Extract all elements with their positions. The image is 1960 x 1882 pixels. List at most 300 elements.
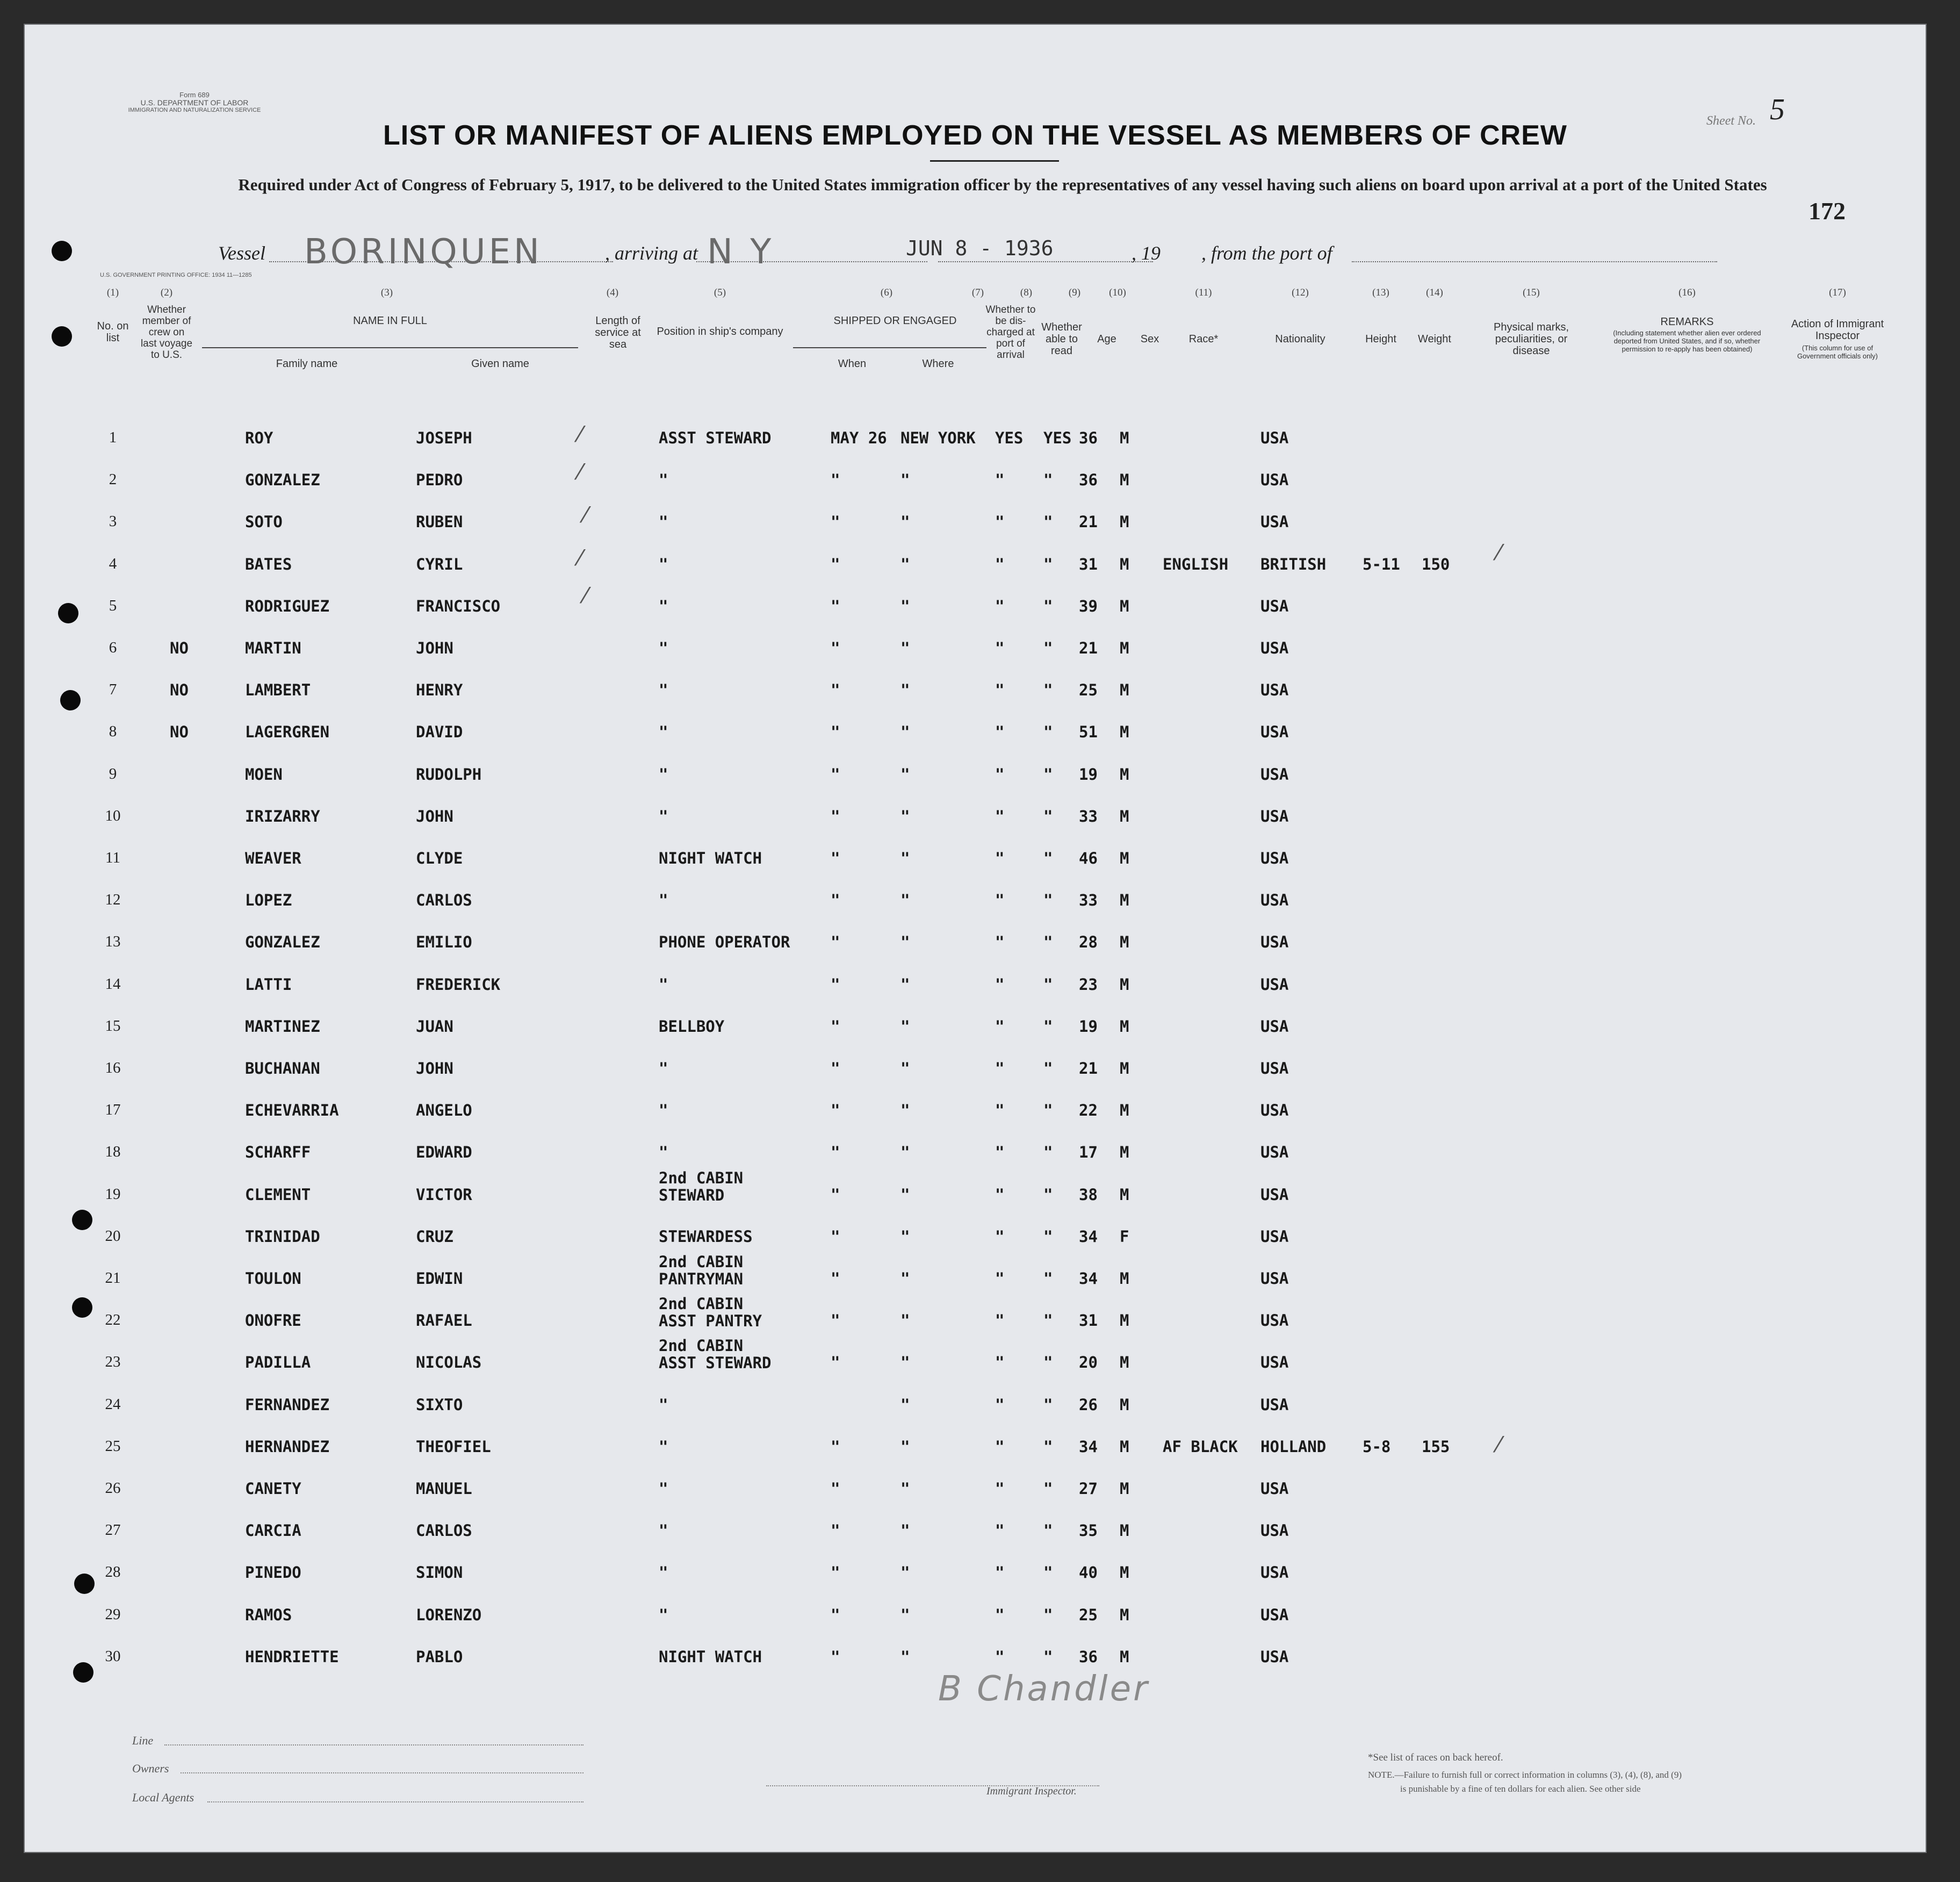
shipped-when-cell: " (831, 1605, 840, 1624)
able-to-read-cell: " (1043, 681, 1053, 700)
sex-cell: M (1120, 555, 1129, 573)
race-cell: ENGLISH (1163, 555, 1229, 573)
given-name-cell: CARLOS (416, 891, 472, 910)
sex-cell: M (1120, 1101, 1129, 1120)
shipped-when-cell: " (831, 723, 840, 742)
nationality-cell: USA (1260, 471, 1289, 490)
column-number: (7) (971, 287, 984, 298)
nationality-cell: USA (1260, 933, 1289, 952)
document-title: LIST OR MANIFEST OF ALIENS EMPLOYED ON THE VESSEL AS MEMBERS OF CREW (383, 120, 1567, 151)
form-reference (98, 91, 291, 114)
family-name-cell: FERNANDEZ (245, 1395, 330, 1414)
sex-cell: M (1120, 513, 1129, 531)
shipped-where-cell: " (900, 975, 910, 994)
age-cell: 20 (1079, 1353, 1098, 1372)
family-name-cell: MARTIN (245, 639, 301, 657)
footnote-penalty-2: is punishable by a fine of ten dollars for each alien. See other side (1400, 1784, 1641, 1794)
shipped-where-cell: " (900, 1395, 910, 1414)
shipped-where-cell: " (900, 597, 910, 615)
header-age: Age (1097, 333, 1116, 345)
shipped-when-cell: " (831, 975, 840, 994)
title-underline (930, 160, 1059, 162)
nationality-cell: USA (1260, 807, 1289, 825)
shipped-where-cell: " (900, 1437, 910, 1456)
punch-hole (74, 1574, 95, 1594)
column-number: (6) (880, 287, 893, 298)
shipped-when-cell: " (831, 1647, 840, 1666)
age-cell: 38 (1079, 1185, 1098, 1204)
age-cell: 35 (1079, 1521, 1098, 1540)
nationality-cell: USA (1260, 1395, 1289, 1414)
row-number: 29 (105, 1605, 121, 1623)
nationality-cell: USA (1260, 1647, 1289, 1666)
row-number: 28 (105, 1563, 121, 1581)
position-cell: STEWARDESS (659, 1227, 753, 1246)
sex-cell: M (1120, 1353, 1129, 1372)
able-to-read-cell: " (1043, 1521, 1053, 1540)
age-cell: 22 (1079, 1101, 1098, 1120)
able-to-read-cell: " (1043, 1143, 1053, 1162)
position-cell: " (659, 1521, 668, 1540)
row-number: 8 (109, 723, 117, 741)
page-number: 172 (1808, 197, 1846, 225)
shipped-where-cell: " (900, 1605, 910, 1624)
arrival-date-stamp: JUN 8 - 1936 (906, 236, 1054, 260)
discharged-cell: " (995, 765, 1005, 784)
discharged-cell: " (995, 723, 1005, 742)
able-to-read-cell: " (1043, 975, 1053, 994)
header-shipped-engaged: SHIPPED OR ENGAGED (833, 315, 957, 327)
vessel-dotted-line (269, 261, 613, 262)
shipped-where-cell: " (900, 933, 910, 952)
given-name-cell: EDWIN (416, 1269, 463, 1288)
age-cell: 36 (1079, 1647, 1098, 1666)
nationality-cell: USA (1260, 1017, 1289, 1036)
check-mark: ⁄ (578, 422, 582, 447)
shipped-when-cell: " (831, 849, 840, 867)
nationality-cell: USA (1260, 1311, 1289, 1330)
footer-line-dots (164, 1744, 583, 1745)
age-cell: 33 (1079, 891, 1098, 910)
shipped-where-cell: " (900, 1353, 910, 1372)
shipped-where-cell: " (900, 723, 910, 742)
family-name-cell: CLEMENT (245, 1185, 311, 1204)
from-port-dotted-line (1352, 261, 1717, 262)
discharged-cell: " (995, 1521, 1005, 1540)
given-name-cell: VICTOR (416, 1185, 472, 1204)
position-cell: " (659, 513, 668, 531)
family-name-cell: LAGERGREN (245, 723, 330, 742)
punch-hole (72, 1210, 92, 1230)
row-number: 3 (109, 513, 117, 530)
age-cell: 25 (1079, 681, 1098, 700)
age-cell: 34 (1079, 1269, 1098, 1288)
column-number: (8) (1020, 287, 1033, 298)
punch-hole (58, 603, 78, 623)
able-to-read-cell: " (1043, 1563, 1053, 1582)
header-sex: Sex (1140, 333, 1159, 345)
shipped-when-cell: " (831, 1101, 840, 1120)
sex-cell: M (1120, 1185, 1129, 1204)
column-number: (15) (1523, 287, 1540, 298)
discharged-cell: " (995, 1311, 1005, 1330)
given-name-cell: EDWARD (416, 1143, 472, 1162)
age-cell: 39 (1079, 597, 1098, 615)
family-name-cell: PINEDO (245, 1563, 301, 1582)
age-cell: 33 (1079, 807, 1098, 825)
header-position: Position in ship's company (657, 326, 783, 337)
row-number: 17 (105, 1101, 121, 1119)
vessel-line (25, 232, 1926, 270)
position-cell: " (659, 765, 668, 784)
shipped-when-cell: " (831, 1563, 840, 1582)
row-number: 30 (105, 1647, 121, 1665)
nationality-cell: USA (1260, 975, 1289, 994)
nationality-cell: USA (1260, 1521, 1289, 1540)
given-name-cell: MANUEL (416, 1479, 472, 1498)
weight-cell: 150 (1422, 555, 1450, 573)
service-name: IMMIGRATION AND NATURALIZATION SERVICE (128, 107, 261, 113)
able-to-read-cell: " (1043, 891, 1053, 910)
sex-cell: M (1120, 1311, 1129, 1330)
sex-cell: M (1120, 597, 1129, 615)
sex-cell: M (1120, 849, 1129, 867)
able-to-read-cell: " (1043, 471, 1053, 490)
nationality-cell: USA (1260, 849, 1289, 867)
discharged-cell: " (995, 597, 1005, 615)
family-name-cell: PADILLA (245, 1353, 311, 1372)
column-number: (12) (1292, 287, 1309, 298)
document-subtitle: Required under Act of Congress of February 5, 1917, to be delivered to the United States immigration officer by the representatives of any vessel having such aliens on board upon arrival at a port of the United States (238, 175, 1767, 194)
height-cell: 5-8 (1363, 1437, 1391, 1456)
family-name-cell: ECHEVARRIA (245, 1101, 339, 1120)
nationality-cell: USA (1260, 1185, 1289, 1204)
nationality-cell: BRITISH (1260, 555, 1327, 573)
row-number: 6 (109, 639, 117, 656)
height-cell: 5-11 (1363, 555, 1400, 573)
row-number: 27 (105, 1521, 121, 1539)
sex-cell: M (1120, 1143, 1129, 1162)
sex-cell: M (1120, 765, 1129, 784)
punch-hole (60, 690, 81, 710)
row-number: 9 (109, 765, 117, 782)
given-name-cell: JOHN (416, 807, 453, 825)
given-name-cell: CRUZ (416, 1227, 453, 1246)
inspector-signature: B Chandler (938, 1669, 1150, 1709)
header-remarks-note: (Including statement whether alien ever ordered deported from United States, and if so, whether permission to re-apply has been obtained) (1613, 329, 1761, 353)
family-name-cell: LOPEZ (245, 891, 292, 910)
shipped-when-cell: " (831, 933, 840, 952)
family-name-cell: HERNANDEZ (245, 1437, 330, 1456)
nationality-cell: USA (1260, 1563, 1289, 1582)
given-name-cell: ANGELO (416, 1101, 472, 1120)
nationality-cell: USA (1260, 765, 1289, 784)
given-name-cell: FRANCISCO (416, 597, 501, 615)
sex-cell: M (1120, 1605, 1129, 1624)
sex-cell: M (1120, 891, 1129, 910)
age-cell: 34 (1079, 1227, 1098, 1246)
age-cell: 19 (1079, 1017, 1098, 1036)
header-race: Race* (1188, 333, 1219, 345)
family-name-cell: ROY (245, 429, 273, 447)
discharged-cell: " (995, 1143, 1005, 1162)
row-number: 15 (105, 1017, 121, 1035)
form-number: Form 689 (179, 91, 210, 99)
header-weight: Weight (1418, 333, 1451, 345)
position-cell: NIGHT WATCH (659, 849, 762, 867)
able-to-read-cell: " (1043, 555, 1053, 573)
footer-owners-label: Owners (132, 1762, 169, 1775)
row-number: 10 (105, 807, 121, 824)
able-to-read-cell: " (1043, 1269, 1053, 1288)
shipped-when-cell: " (831, 597, 840, 615)
discharged-cell: " (995, 471, 1005, 490)
check-mark: ⁄ (1497, 541, 1501, 565)
sex-cell: M (1120, 975, 1129, 994)
discharged-cell: " (995, 1479, 1005, 1498)
row-number: 20 (105, 1227, 121, 1245)
given-name-cell: RUDOLPH (416, 765, 482, 784)
department-name: U.S. DEPARTMENT OF LABOR (140, 98, 249, 107)
given-name-cell: RAFAEL (416, 1311, 472, 1330)
nationality-cell: USA (1260, 513, 1289, 531)
row-number: 21 (105, 1269, 121, 1287)
able-to-read-cell: " (1043, 1311, 1053, 1330)
given-name-cell: EMILIO (416, 933, 472, 952)
shipped-where-cell: " (900, 849, 910, 867)
manifest-sheet (24, 24, 1927, 1853)
given-name-cell: CLYDE (416, 849, 463, 867)
footer-agents-label: Local Agents (132, 1791, 194, 1804)
row-number: 12 (105, 891, 121, 909)
able-to-read-cell: " (1043, 1395, 1053, 1414)
discharged-cell: " (995, 1101, 1005, 1120)
sex-cell: M (1120, 1269, 1129, 1288)
footnote-races: *See list of races on back hereof. (1368, 1752, 1503, 1763)
age-cell: 27 (1079, 1479, 1098, 1498)
check-mark: ⁄ (578, 546, 582, 571)
nationality-cell: USA (1260, 1353, 1289, 1372)
family-name-cell: TOULON (245, 1269, 301, 1288)
row-number: 4 (109, 555, 117, 572)
family-name-cell: CARCIA (245, 1521, 301, 1540)
family-name-cell: GONZALEZ (245, 933, 320, 952)
arriving-label: , arriving at (605, 242, 698, 264)
discharged-cell: " (995, 1605, 1005, 1624)
discharged-cell: " (995, 1185, 1005, 1204)
age-cell: 19 (1079, 765, 1098, 784)
footer-agents-dots (207, 1801, 583, 1802)
position-cell: " (659, 471, 668, 490)
shipped-where-cell: " (900, 471, 910, 490)
able-to-read-cell: " (1043, 1647, 1053, 1666)
position-cell: " (659, 975, 668, 994)
header-length-of-service: Length of service at sea (595, 315, 641, 350)
row-number: 16 (105, 1059, 121, 1076)
able-to-read-cell: " (1043, 1479, 1053, 1498)
family-name-cell: SOTO (245, 513, 283, 531)
shipped-when-cell: " (831, 807, 840, 825)
position-cell: NIGHT WATCH (659, 1647, 762, 1666)
able-to-read-cell: " (1043, 1017, 1053, 1036)
row-number: 1 (109, 429, 117, 446)
shipped-where-cell: " (900, 765, 910, 784)
position-cell: " (659, 1563, 668, 1582)
row-number: 24 (105, 1395, 121, 1413)
nationality-cell: USA (1260, 1101, 1289, 1120)
column-number: (1) (106, 287, 119, 298)
column-number: (3) (380, 287, 393, 298)
shipped-when-cell: " (831, 1227, 840, 1246)
age-cell: 23 (1079, 975, 1098, 994)
able-to-read-cell: " (1043, 1353, 1053, 1372)
able-to-read-cell: " (1043, 639, 1053, 657)
shipped-when-cell: " (831, 1311, 840, 1330)
nationality-cell: USA (1260, 597, 1289, 615)
footer-owners-dots (181, 1772, 583, 1773)
age-cell: 21 (1079, 1059, 1098, 1078)
position-cell: PHONE OPERATOR (659, 933, 790, 952)
able-to-read-cell: " (1043, 513, 1053, 531)
footer-line-label: Line (132, 1734, 154, 1747)
check-mark: ⁄ (1497, 1433, 1501, 1457)
given-name-cell: PABLO (416, 1647, 463, 1666)
position-cell: " (659, 1059, 668, 1078)
sex-cell: M (1120, 639, 1129, 657)
nationality-cell: USA (1260, 429, 1289, 447)
position-cell: " (659, 597, 668, 615)
sex-cell: M (1120, 471, 1129, 490)
vessel-name: BORINQUEN (304, 232, 543, 272)
shipped-when-cell: " (831, 1269, 840, 1288)
shipped-where-cell: " (900, 681, 910, 700)
shipped-where-cell: " (900, 1185, 910, 1204)
family-name-cell: MARTINEZ (245, 1017, 320, 1036)
shipped-where-cell: " (900, 639, 910, 657)
discharged-cell: " (995, 555, 1005, 573)
discharged-cell: " (995, 975, 1005, 994)
able-to-read-cell: " (1043, 1227, 1053, 1246)
shipped-where-cell: NEW YORK (900, 429, 976, 447)
sex-cell: M (1120, 1437, 1129, 1456)
punch-hole (72, 1297, 92, 1318)
shipped-where-cell: " (900, 1479, 910, 1498)
header-shipped-rule (793, 347, 986, 348)
age-cell: 40 (1079, 1563, 1098, 1582)
sex-cell: F (1120, 1227, 1129, 1246)
shipped-where-cell: " (900, 1227, 910, 1246)
given-name-cell: RUBEN (416, 513, 463, 531)
header-name-rule (202, 347, 578, 348)
header-inspector-note: (This column for use of Government officials only) (1797, 344, 1878, 360)
shipped-where-cell: " (900, 1059, 910, 1078)
shipped-where-cell: " (900, 555, 910, 573)
sex-cell: M (1120, 807, 1129, 825)
header-physical-marks: Physical marks, peculiarities, or disease (1493, 321, 1569, 357)
header-able-to-read: Whether able to read (1041, 321, 1082, 357)
discharged-cell: " (995, 1227, 1005, 1246)
discharged-cell: " (995, 639, 1005, 657)
sex-cell: M (1120, 681, 1129, 700)
able-to-read-cell: " (1043, 807, 1053, 825)
footnote-penalty-1: NOTE.—Failure to furnish full or correct information in columns (3), (4), (8), and (9) (1368, 1770, 1682, 1780)
row-number: 11 (105, 849, 120, 866)
discharged-cell: " (995, 849, 1005, 867)
sex-cell: M (1120, 1395, 1129, 1414)
header-given-name: Given name (471, 358, 529, 370)
age-cell: 28 (1079, 933, 1098, 952)
able-to-read-cell: " (1043, 1437, 1053, 1456)
shipped-when-cell: " (831, 1437, 840, 1456)
given-name-cell: JOHN (416, 639, 453, 657)
sex-cell: M (1120, 1479, 1129, 1498)
column-number: (17) (1829, 287, 1846, 298)
shipped-when-cell: " (831, 1059, 840, 1078)
position-cell: " (659, 1101, 668, 1120)
column-number: (13) (1372, 287, 1389, 298)
family-name-cell: ONOFRE (245, 1311, 301, 1330)
age-cell: 26 (1079, 1395, 1098, 1414)
age-cell: 17 (1079, 1143, 1098, 1162)
position-cell: 2nd CABIN PANTRYMAN (659, 1253, 744, 1288)
discharged-cell: " (995, 681, 1005, 700)
sex-cell: M (1120, 1017, 1129, 1036)
family-name-cell: HENDRIETTE (245, 1647, 339, 1666)
position-cell: " (659, 1605, 668, 1624)
header-inspector-action: Action of Immigrant Inspector (1791, 318, 1884, 342)
discharged-cell: " (995, 513, 1005, 531)
inspector-label: Immigrant Inspector. (986, 1785, 1077, 1797)
age-cell: 21 (1079, 639, 1098, 657)
family-name-cell: BUCHANAN (245, 1059, 320, 1078)
nationality-cell: USA (1260, 1059, 1289, 1078)
discharged-cell: " (995, 1017, 1005, 1036)
header-discharged: Whether to be dis-charged at port of arrival (985, 304, 1036, 361)
family-name-cell: BATES (245, 555, 292, 573)
nationality-cell: USA (1260, 1479, 1289, 1498)
row-number: 25 (105, 1437, 121, 1455)
discharged-cell: " (995, 933, 1005, 952)
header-remarks: REMARKS (1660, 316, 1714, 328)
age-cell: 21 (1079, 513, 1098, 531)
row-number: 22 (105, 1311, 121, 1329)
nationality-cell: USA (1260, 1227, 1289, 1246)
column-number: (5) (714, 287, 726, 298)
position-cell: ASST STEWARD (659, 429, 772, 447)
given-name-cell: SIXTO (416, 1395, 463, 1414)
given-name-cell: JUAN (416, 1017, 453, 1036)
discharged-cell: YES (995, 429, 1024, 447)
prev-voyage-cell: NO (170, 723, 189, 742)
row-number: 18 (105, 1143, 121, 1161)
printing-office-note: U.S. GOVERNMENT PRINTING OFFICE: 1934 11—1285 (100, 272, 252, 278)
family-name-cell: GONZALEZ (245, 471, 320, 490)
nationality-cell: USA (1260, 681, 1289, 700)
position-cell: 2nd CABIN ASST STEWARD (659, 1337, 772, 1373)
position-cell: " (659, 807, 668, 825)
family-name-cell: MOEN (245, 765, 283, 784)
position-cell: " (659, 1437, 668, 1456)
family-name-cell: RODRIGUEZ (245, 597, 330, 615)
position-cell: 2nd CABIN ASST PANTRY (659, 1295, 762, 1331)
row-number: 19 (105, 1185, 121, 1203)
column-number: (11) (1195, 287, 1212, 298)
age-cell: 31 (1079, 555, 1098, 573)
arriving-port: N Y (707, 232, 775, 272)
shipped-where-cell: " (900, 1101, 910, 1120)
from-port-label: , from the port of (1201, 242, 1332, 264)
position-cell: " (659, 639, 668, 657)
